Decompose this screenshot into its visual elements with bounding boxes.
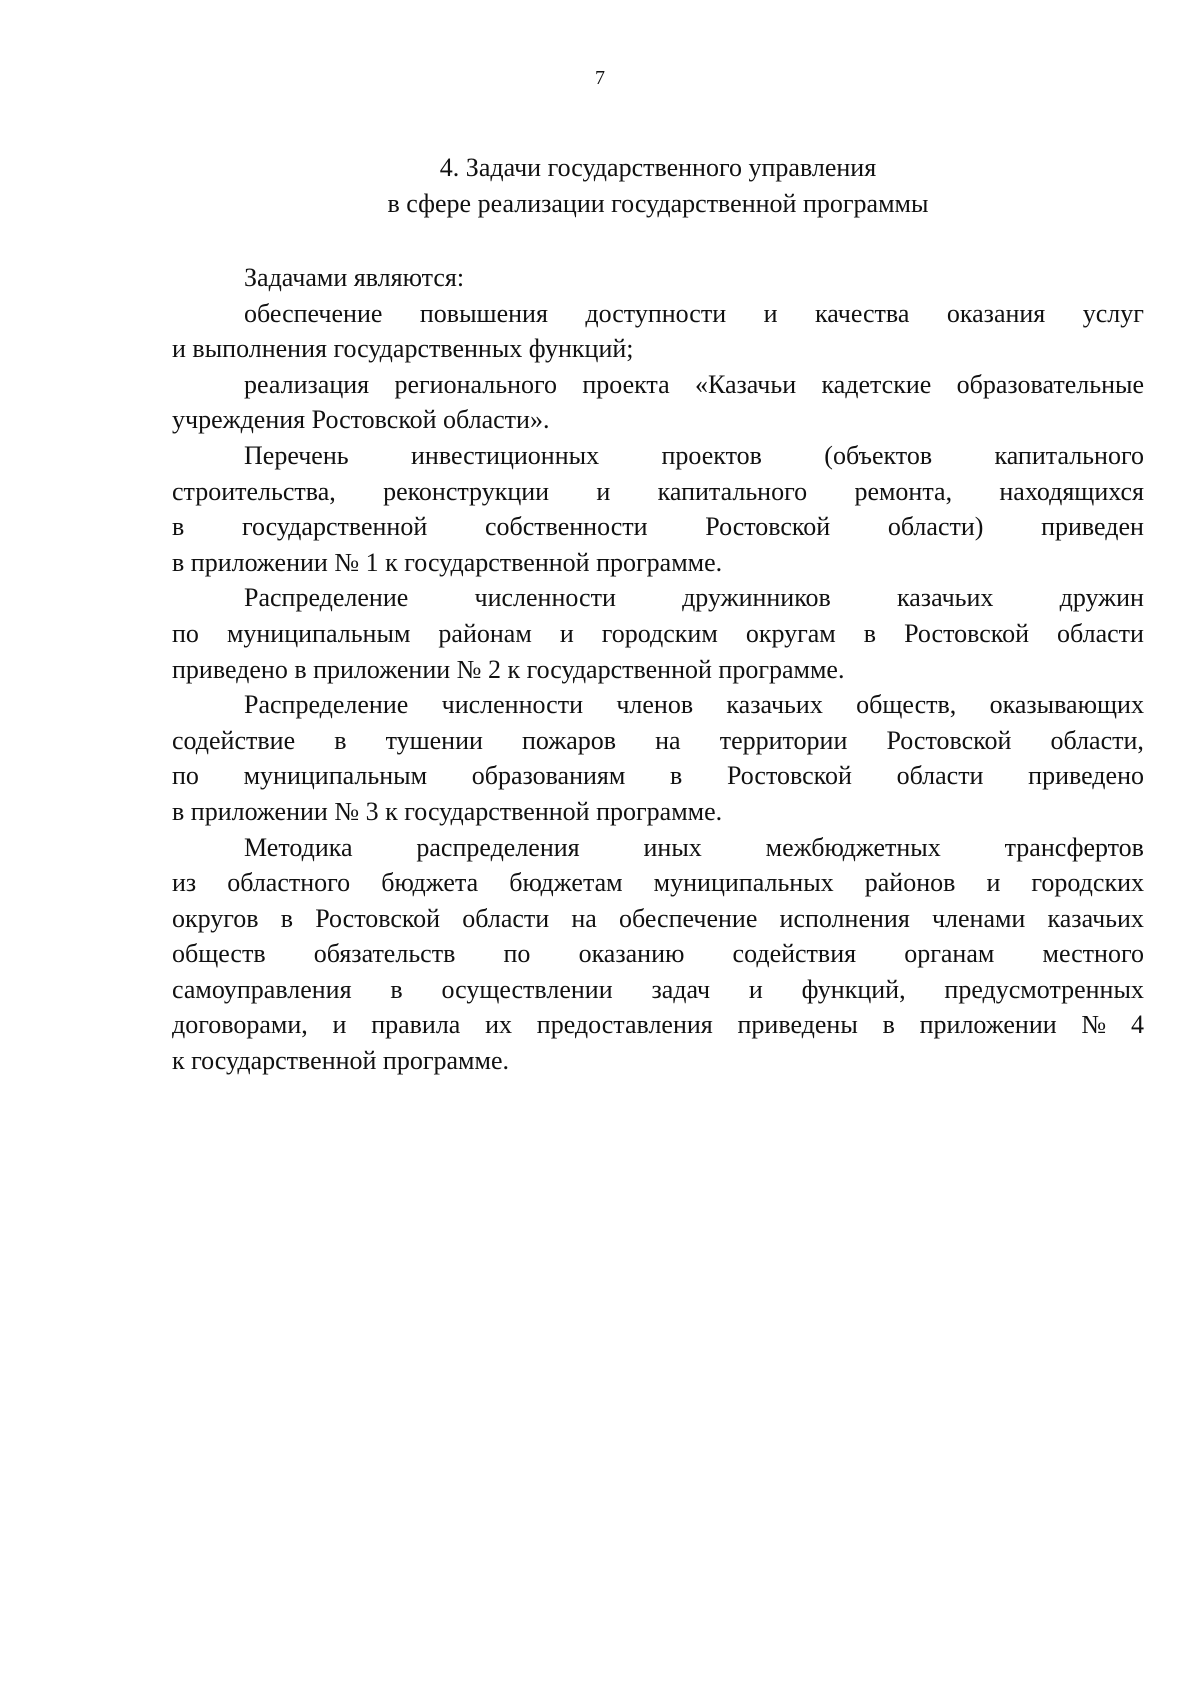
- paragraph: [172, 580, 1144, 687]
- text-line: в приложении № 1 к государственной программе.: [172, 547, 723, 577]
- section-heading-line-1: 4. Задачи государственного управления: [439, 153, 877, 182]
- text-line: самоуправления в осуществлении задач и функций, предусмотренных: [172, 974, 1144, 1004]
- paragraph: [172, 367, 1144, 438]
- text-line: обществ обязательств по оказанию содействия органам местного: [172, 939, 1144, 969]
- text-line: по муниципальным районам и городским округам в Ростовской области: [172, 618, 1144, 648]
- text-line: Распределение численности дружинников казачьих дружин: [244, 583, 1144, 613]
- text-line: по муниципальным образованиям в Ростовской области приведено: [172, 761, 1144, 791]
- section-heading-line-2: в сфере реализации государственной программы: [387, 189, 929, 218]
- text-line: приведено в приложении № 2 к государственной программе.: [172, 654, 845, 684]
- text-line: Распределение численности членов казачьих обществ, оказывающих: [244, 690, 1144, 720]
- text-line: и выполнения государственных функций;: [172, 334, 634, 364]
- paragraph: [172, 296, 1144, 367]
- text-line: Методика распределения иных межбюджетных трансфертов: [244, 832, 1144, 862]
- text-line: из областного бюджета бюджетам муниципальных районов и городских: [172, 868, 1144, 898]
- text-line: учреждения Ростовской области».: [172, 405, 550, 435]
- text-line: содействие в тушении пожаров на территории Ростовской области,: [172, 725, 1144, 755]
- paragraph: [172, 260, 1144, 296]
- text-line: строительства, реконструкции и капитального ремонта, находящихся: [172, 476, 1144, 506]
- text-line: округов в Ростовской области на обеспечение исполнения членами казачьих: [172, 903, 1144, 933]
- text-line: Задачами являются:: [244, 263, 465, 292]
- page-number: 7: [595, 67, 605, 89]
- text-line: реализация регионального проекта «Казачьи кадетские образовательные: [244, 369, 1144, 399]
- section-heading: [172, 150, 1144, 222]
- text-line: обеспечение повышения доступности и качества оказания услуг: [244, 298, 1144, 328]
- paragraph: [172, 830, 1144, 1079]
- body-text: [172, 260, 1144, 1079]
- text-line: договорами, и правила их предоставления приведены в приложении № 4: [172, 1010, 1144, 1040]
- text-line: в государственной собственности Ростовской области) приведен: [172, 512, 1144, 542]
- paragraph: [172, 687, 1144, 829]
- paragraph: [172, 438, 1144, 580]
- text-line: Перечень инвестиционных проектов (объектов капитального: [244, 440, 1144, 470]
- text-line: в приложении № 3 к государственной программе.: [172, 796, 723, 826]
- text-line: к государственной программе.: [172, 1046, 509, 1076]
